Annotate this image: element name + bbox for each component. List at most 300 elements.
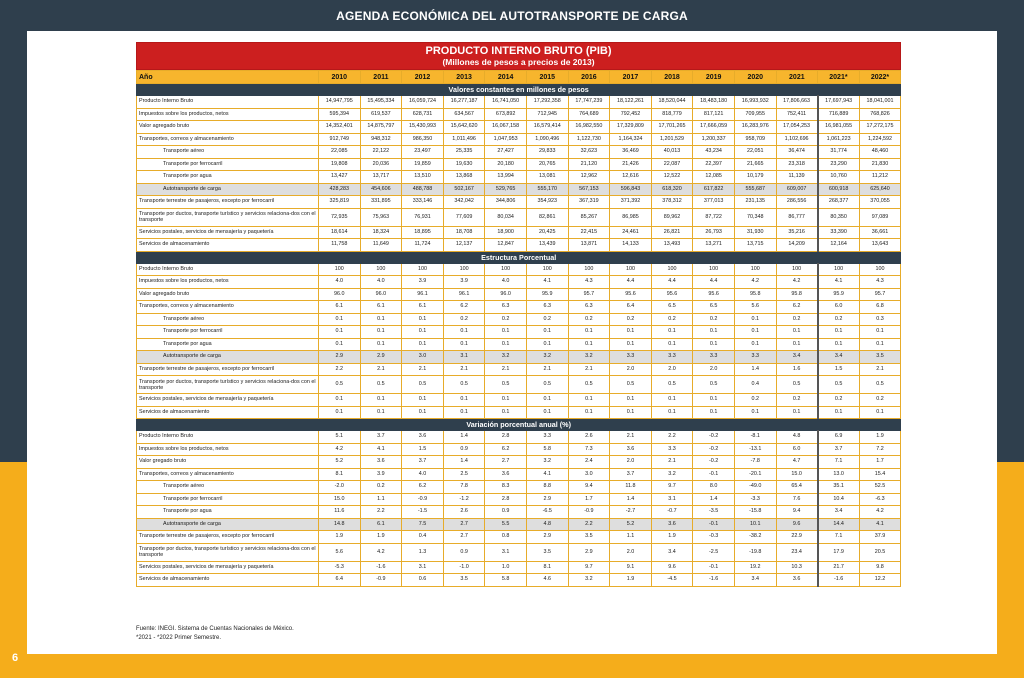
table-cell: -38.2 xyxy=(734,531,776,544)
table-cell: 96.0 xyxy=(319,288,361,301)
table-cell: 9.6 xyxy=(776,518,818,531)
row-label: Transporte por ductos, transporte turístico y servicios relaciona-dos con el transporte xyxy=(137,208,319,226)
table-cell: 0.5 xyxy=(859,376,901,394)
table-cell: 2.1 xyxy=(402,363,444,376)
table-cell: -0.9 xyxy=(568,506,610,519)
table-cell: 3.4 xyxy=(776,351,818,364)
table-cell: 100 xyxy=(443,263,485,276)
table-cell: 4.8 xyxy=(776,431,818,444)
table-cell: 17,272,175 xyxy=(859,121,901,134)
table-cell: 2.1 xyxy=(443,363,485,376)
table-cell: 268,377 xyxy=(818,196,860,209)
table-cell: 9.6 xyxy=(651,561,693,574)
row-label: Transporte terrestre de pasajeros, excepto por ferrocarril xyxy=(137,363,319,376)
table-cell: 40,013 xyxy=(651,146,693,159)
table-cell: -0.2 xyxy=(693,431,735,444)
row-label: Servicios postales, servicios de mensajería y paquetería xyxy=(137,561,319,574)
table-cell: 673,892 xyxy=(485,108,527,121)
column-header-year: 2010 xyxy=(319,71,361,84)
table-cell: 2.1 xyxy=(610,431,652,444)
table-cell: 0.1 xyxy=(485,394,527,407)
table-cell: 100 xyxy=(319,263,361,276)
table-cell: 0.1 xyxy=(360,406,402,419)
table-cell: 43,234 xyxy=(693,146,735,159)
table-cell: 25,335 xyxy=(443,146,485,159)
table-cell: 15,495,334 xyxy=(360,96,402,109)
table-cell: 0.1 xyxy=(485,326,527,339)
table-cell: 958,709 xyxy=(734,133,776,146)
table-cell: 0.1 xyxy=(526,338,568,351)
table-cell: -0.1 xyxy=(693,561,735,574)
table-cell: 0.1 xyxy=(526,394,568,407)
pib-table-container xyxy=(136,42,901,587)
table-cell: 95.7 xyxy=(568,288,610,301)
table-cell: 15,642,620 xyxy=(443,121,485,134)
table-cell: 3.7 xyxy=(360,431,402,444)
table-cell: 0.2 xyxy=(818,313,860,326)
table-row xyxy=(137,263,901,276)
table-cell: 23.4 xyxy=(776,543,818,561)
column-header-year-label: Año xyxy=(137,71,319,84)
table-cell: 96.0 xyxy=(360,288,402,301)
table-cell: -1.6 xyxy=(818,574,860,587)
table-cell: 0.1 xyxy=(776,326,818,339)
table-cell: 709,955 xyxy=(734,108,776,121)
table-cell: 0.5 xyxy=(651,376,693,394)
table-cell: 6.1 xyxy=(319,301,361,314)
table-cell: 4.0 xyxy=(485,276,527,289)
table-cell: 9.8 xyxy=(859,561,901,574)
row-label: Transporte aéreo xyxy=(137,481,319,494)
table-cell: 0.1 xyxy=(360,313,402,326)
table-cell: 13,715 xyxy=(734,239,776,252)
row-label: Producto Interno Bruto xyxy=(137,431,319,444)
table-cell: 3.3 xyxy=(693,351,735,364)
table-cell: 0.1 xyxy=(693,406,735,419)
table-cell: 14,133 xyxy=(610,239,652,252)
table-cell: -3.3 xyxy=(734,493,776,506)
table-row xyxy=(137,468,901,481)
table-row xyxy=(137,394,901,407)
column-header-year: 2013 xyxy=(443,71,485,84)
table-cell: 18,614 xyxy=(319,226,361,239)
table-cell: 367,319 xyxy=(568,196,610,209)
table-cell: 0.1 xyxy=(693,394,735,407)
table-cell: 12,085 xyxy=(693,171,735,184)
table-cell: 96.0 xyxy=(485,288,527,301)
table-cell: 3.7 xyxy=(402,456,444,469)
table-cell: 10,179 xyxy=(734,171,776,184)
table-cell: 16,067,158 xyxy=(485,121,527,134)
table-cell: 15.4 xyxy=(859,468,901,481)
table-cell: 6.0 xyxy=(818,301,860,314)
table-cell: 3.2 xyxy=(485,351,527,364)
table-cell: 6.2 xyxy=(443,301,485,314)
section-header-row xyxy=(137,251,901,263)
table-cell: 0.5 xyxy=(610,376,652,394)
row-label: Valor gregado bruto xyxy=(137,456,319,469)
table-cell: 95.6 xyxy=(693,288,735,301)
table-cell: 100 xyxy=(526,263,568,276)
table-cell: 3.4 xyxy=(818,506,860,519)
table-cell: 0.2 xyxy=(859,394,901,407)
table-cell: 0.1 xyxy=(485,338,527,351)
table-cell: 14,875,797 xyxy=(360,121,402,134)
table-cell: 11,758 xyxy=(319,239,361,252)
table-cell: 10.3 xyxy=(776,561,818,574)
table-row xyxy=(137,121,901,134)
table-cell: 35.1 xyxy=(818,481,860,494)
table-cell: 13,868 xyxy=(443,171,485,184)
table-cell: 1.1 xyxy=(360,493,402,506)
table-cell: 3.7 xyxy=(818,443,860,456)
table-header-row xyxy=(137,71,901,84)
table-cell: 3.6 xyxy=(402,431,444,444)
row-label: Servicios de almacenamiento xyxy=(137,406,319,419)
table-cell: 100 xyxy=(360,263,402,276)
table-cell: 0.5 xyxy=(693,376,735,394)
row-label: Transporte aéreo xyxy=(137,313,319,326)
table-cell: 3.5 xyxy=(443,574,485,587)
row-label: Valor agregado bruto xyxy=(137,288,319,301)
table-cell: 0.1 xyxy=(568,394,610,407)
table-cell: 0.1 xyxy=(319,313,361,326)
table-cell: 18,324 xyxy=(360,226,402,239)
table-cell: 13,643 xyxy=(859,239,901,252)
table-cell: 0.1 xyxy=(360,326,402,339)
table-subtitle: (Millones de pesos a precios de 2013) xyxy=(442,57,595,67)
table-cell: 13,081 xyxy=(526,171,568,184)
table-cell: 1,164,324 xyxy=(610,133,652,146)
table-row xyxy=(137,133,901,146)
table-cell: 17,806,663 xyxy=(776,96,818,109)
table-cell: 100 xyxy=(693,263,735,276)
table-cell: 1.1 xyxy=(610,531,652,544)
table-cell: 80,034 xyxy=(485,208,527,226)
table-cell: 33,390 xyxy=(818,226,860,239)
table-cell: 4.4 xyxy=(693,276,735,289)
table-cell: 1,224,592 xyxy=(859,133,901,146)
table-cell: 2.9 xyxy=(526,531,568,544)
table-cell: 0.1 xyxy=(818,326,860,339)
table-cell: 6.1 xyxy=(360,301,402,314)
table-cell: 354,923 xyxy=(526,196,568,209)
table-cell: 21,426 xyxy=(610,158,652,171)
table-cell: 18,708 xyxy=(443,226,485,239)
table-cell: 3.2 xyxy=(651,468,693,481)
table-cell: 96.1 xyxy=(443,288,485,301)
table-cell: 1.0 xyxy=(485,561,527,574)
table-cell: 86,777 xyxy=(776,208,818,226)
table-cell: 1.5 xyxy=(818,363,860,376)
table-row xyxy=(137,431,901,444)
table-cell: 4.4 xyxy=(610,276,652,289)
table-cell: 3.3 xyxy=(651,351,693,364)
table-cell: 26,821 xyxy=(651,226,693,239)
table-cell: 22,122 xyxy=(360,146,402,159)
table-cell: 0.6 xyxy=(402,574,444,587)
table-cell: 3.2 xyxy=(526,351,568,364)
table-cell: 3.5 xyxy=(568,531,610,544)
table-cell: 0.1 xyxy=(402,406,444,419)
table-cell: 712,945 xyxy=(526,108,568,121)
table-cell: 31,930 xyxy=(734,226,776,239)
table-cell: 4.2 xyxy=(859,506,901,519)
table-cell: 0.3 xyxy=(859,313,901,326)
table-cell: 12,137 xyxy=(443,239,485,252)
table-cell: 5.6 xyxy=(319,543,361,561)
table-cell: -0.1 xyxy=(693,468,735,481)
table-cell: 6.4 xyxy=(610,301,652,314)
table-cell: 3.5 xyxy=(859,351,901,364)
table-cell: 100 xyxy=(734,263,776,276)
table-cell: 0.2 xyxy=(651,313,693,326)
table-cell: 11.6 xyxy=(319,506,361,519)
table-cell: 17,701,265 xyxy=(651,121,693,134)
table-cell: 0.4 xyxy=(734,376,776,394)
table-cell: 70,348 xyxy=(734,208,776,226)
table-cell: 0.1 xyxy=(319,326,361,339)
table-row xyxy=(137,226,901,239)
table-cell: 100 xyxy=(610,263,652,276)
table-cell: 1.9 xyxy=(360,531,402,544)
table-cell: 21.7 xyxy=(818,561,860,574)
row-label: Servicios postales, servicios de mensajería y paquetería xyxy=(137,394,319,407)
table-cell: 2.9 xyxy=(360,351,402,364)
table-cell: 6.0 xyxy=(776,443,818,456)
table-cell: 18,895 xyxy=(402,226,444,239)
row-label: Impuestos sobre los productos, netos xyxy=(137,443,319,456)
column-header-year: 2017 xyxy=(610,71,652,84)
table-cell: 2.2 xyxy=(568,518,610,531)
table-cell: 17,054,253 xyxy=(776,121,818,134)
table-cell: 986,350 xyxy=(402,133,444,146)
table-cell: 377,013 xyxy=(693,196,735,209)
table-cell: 3.6 xyxy=(651,518,693,531)
column-header-year: 2019 xyxy=(693,71,735,84)
table-cell: 555,170 xyxy=(526,183,568,196)
table-cell: 4.1 xyxy=(859,518,901,531)
table-cell: 16,579,414 xyxy=(526,121,568,134)
table-cell: -1.6 xyxy=(360,561,402,574)
table-cell: -0.9 xyxy=(402,493,444,506)
table-cell: 1,102,696 xyxy=(776,133,818,146)
table-cell: 2.7 xyxy=(443,531,485,544)
row-label: Autotransporte de carga xyxy=(137,518,319,531)
table-row xyxy=(137,561,901,574)
table-cell: 948,312 xyxy=(360,133,402,146)
table-cell: 286,556 xyxy=(776,196,818,209)
table-cell: 331,895 xyxy=(360,196,402,209)
table-cell: -8.1 xyxy=(734,431,776,444)
table-cell: 17,747,239 xyxy=(568,96,610,109)
column-header-year: 2018 xyxy=(651,71,693,84)
table-cell: 8.1 xyxy=(319,468,361,481)
table-cell: 0.2 xyxy=(485,313,527,326)
table-cell: 0.1 xyxy=(568,406,610,419)
table-cell: 22,087 xyxy=(651,158,693,171)
table-cell: 16,059,724 xyxy=(402,96,444,109)
table-cell: -0.2 xyxy=(693,443,735,456)
table-cell: 1,090,496 xyxy=(526,133,568,146)
table-cell: 618,320 xyxy=(651,183,693,196)
table-row xyxy=(137,146,901,159)
table-cell: 2.1 xyxy=(568,363,610,376)
table-cell: -15.8 xyxy=(734,506,776,519)
table-cell: 13.0 xyxy=(818,468,860,481)
table-cell: 6.8 xyxy=(859,301,901,314)
table-cell: 0.1 xyxy=(734,406,776,419)
table-cell: 2.7 xyxy=(443,518,485,531)
footnote-note: *2021 - *2022 Primer Semestre. xyxy=(136,635,222,641)
table-cell: 2.9 xyxy=(526,493,568,506)
table-cell: 625,640 xyxy=(859,183,901,196)
table-cell: 3.6 xyxy=(360,456,402,469)
table-cell: 1,201,529 xyxy=(651,133,693,146)
table-cell: 17,292,358 xyxy=(526,96,568,109)
table-cell: 0.5 xyxy=(526,376,568,394)
table-cell: -0.1 xyxy=(693,518,735,531)
table-cell: 100 xyxy=(568,263,610,276)
table-cell: 16,283,976 xyxy=(734,121,776,134)
table-cell: -6.5 xyxy=(526,506,568,519)
table-cell: -0.2 xyxy=(693,456,735,469)
table-cell: 0.1 xyxy=(693,338,735,351)
table-row xyxy=(137,276,901,289)
table-cell: 20,180 xyxy=(485,158,527,171)
table-cell: 0.1 xyxy=(319,394,361,407)
table-cell: 95.8 xyxy=(734,288,776,301)
table-cell: 617,822 xyxy=(693,183,735,196)
row-label: Producto Interno Bruto xyxy=(137,96,319,109)
section-title: Estructura Porcentual xyxy=(137,251,901,263)
table-cell: 333,146 xyxy=(402,196,444,209)
table-cell: 12,164 xyxy=(818,239,860,252)
table-cell: 8.8 xyxy=(526,481,568,494)
table-cell: 7.1 xyxy=(818,456,860,469)
table-cell: 2.6 xyxy=(568,431,610,444)
table-cell: 342,042 xyxy=(443,196,485,209)
row-label: Servicios de almacenamiento xyxy=(137,574,319,587)
table-cell: 0.1 xyxy=(443,406,485,419)
table-cell: 18,520,044 xyxy=(651,96,693,109)
table-cell: 7.3 xyxy=(568,443,610,456)
table-cell: -4.5 xyxy=(651,574,693,587)
pib-table xyxy=(136,70,901,587)
table-cell: 5.2 xyxy=(319,456,361,469)
table-cell: 2.0 xyxy=(610,363,652,376)
table-cell: 2.0 xyxy=(610,543,652,561)
table-cell: 4.2 xyxy=(319,443,361,456)
table-cell: 18,483,180 xyxy=(693,96,735,109)
column-header-year: 2022* xyxy=(859,71,901,84)
table-cell: 3.3 xyxy=(526,431,568,444)
table-cell: 428,283 xyxy=(319,183,361,196)
table-row xyxy=(137,301,901,314)
table-row xyxy=(137,351,901,364)
table-cell: 11,212 xyxy=(859,171,901,184)
table-row xyxy=(137,543,901,561)
table-cell: 0.5 xyxy=(485,376,527,394)
table-cell: 77,609 xyxy=(443,208,485,226)
table-cell: 3.3 xyxy=(610,351,652,364)
table-cell: 1,200,337 xyxy=(693,133,735,146)
row-label: Impuestos sobre los productos, netos xyxy=(137,108,319,121)
table-cell: 0.1 xyxy=(610,338,652,351)
table-cell: 344,806 xyxy=(485,196,527,209)
table-cell: 555,687 xyxy=(734,183,776,196)
table-cell: 16,741,050 xyxy=(485,96,527,109)
table-cell: 5.5 xyxy=(485,518,527,531)
table-cell: 768,826 xyxy=(859,108,901,121)
table-cell: 0.4 xyxy=(402,531,444,544)
table-cell: 22,397 xyxy=(693,158,735,171)
table-cell: -20.1 xyxy=(734,468,776,481)
table-cell: 23,318 xyxy=(776,158,818,171)
table-cell: 13,493 xyxy=(651,239,693,252)
table-cell: 0.1 xyxy=(568,338,610,351)
table-cell: 19,859 xyxy=(402,158,444,171)
table-cell: 0.1 xyxy=(526,406,568,419)
table-cell: 3.2 xyxy=(526,456,568,469)
table-cell: 16,981,055 xyxy=(818,121,860,134)
table-cell: 0.9 xyxy=(443,443,485,456)
table-cell: 0.1 xyxy=(443,326,485,339)
table-cell: 4.0 xyxy=(360,276,402,289)
table-cell: 0.9 xyxy=(485,506,527,519)
table-cell: 86,985 xyxy=(610,208,652,226)
table-cell: 0.1 xyxy=(319,406,361,419)
table-cell: 72,935 xyxy=(319,208,361,226)
table-cell: 0.2 xyxy=(776,394,818,407)
table-cell: 3.9 xyxy=(360,468,402,481)
table-cell: 0.1 xyxy=(402,313,444,326)
table-cell: 3.6 xyxy=(485,468,527,481)
table-row xyxy=(137,208,901,226)
table-cell: 80,350 xyxy=(818,208,860,226)
table-cell: 3.3 xyxy=(734,351,776,364)
table-cell: 0.1 xyxy=(360,338,402,351)
table-cell: 0.1 xyxy=(610,406,652,419)
table-cell: 6.2 xyxy=(485,443,527,456)
table-cell: 0.1 xyxy=(610,326,652,339)
table-cell: 0.1 xyxy=(402,326,444,339)
table-cell: -19.8 xyxy=(734,543,776,561)
table-cell: 4.1 xyxy=(818,276,860,289)
table-cell: 7.5 xyxy=(402,518,444,531)
table-cell: 3.6 xyxy=(610,443,652,456)
table-cell: 1.3 xyxy=(402,543,444,561)
table-cell: 10,760 xyxy=(818,171,860,184)
table-cell: 634,567 xyxy=(443,108,485,121)
table-row xyxy=(137,574,901,587)
table-cell: 32,623 xyxy=(568,146,610,159)
table-cell: 752,411 xyxy=(776,108,818,121)
table-cell: 3.1 xyxy=(651,493,693,506)
table-cell: 96.1 xyxy=(402,288,444,301)
table-cell: 16,993,932 xyxy=(734,96,776,109)
table-cell: 12,847 xyxy=(485,239,527,252)
table-cell: 3.6 xyxy=(776,574,818,587)
column-header-year: 2020 xyxy=(734,71,776,84)
table-cell: 488,788 xyxy=(402,183,444,196)
table-cell: 0.9 xyxy=(443,543,485,561)
table-cell: 378,312 xyxy=(651,196,693,209)
table-cell: 36,661 xyxy=(859,226,901,239)
table-cell: 17.9 xyxy=(818,543,860,561)
table-title: PRODUCTO INTERNO BRUTO (PIB) xyxy=(425,45,612,57)
table-cell: 13,717 xyxy=(360,171,402,184)
